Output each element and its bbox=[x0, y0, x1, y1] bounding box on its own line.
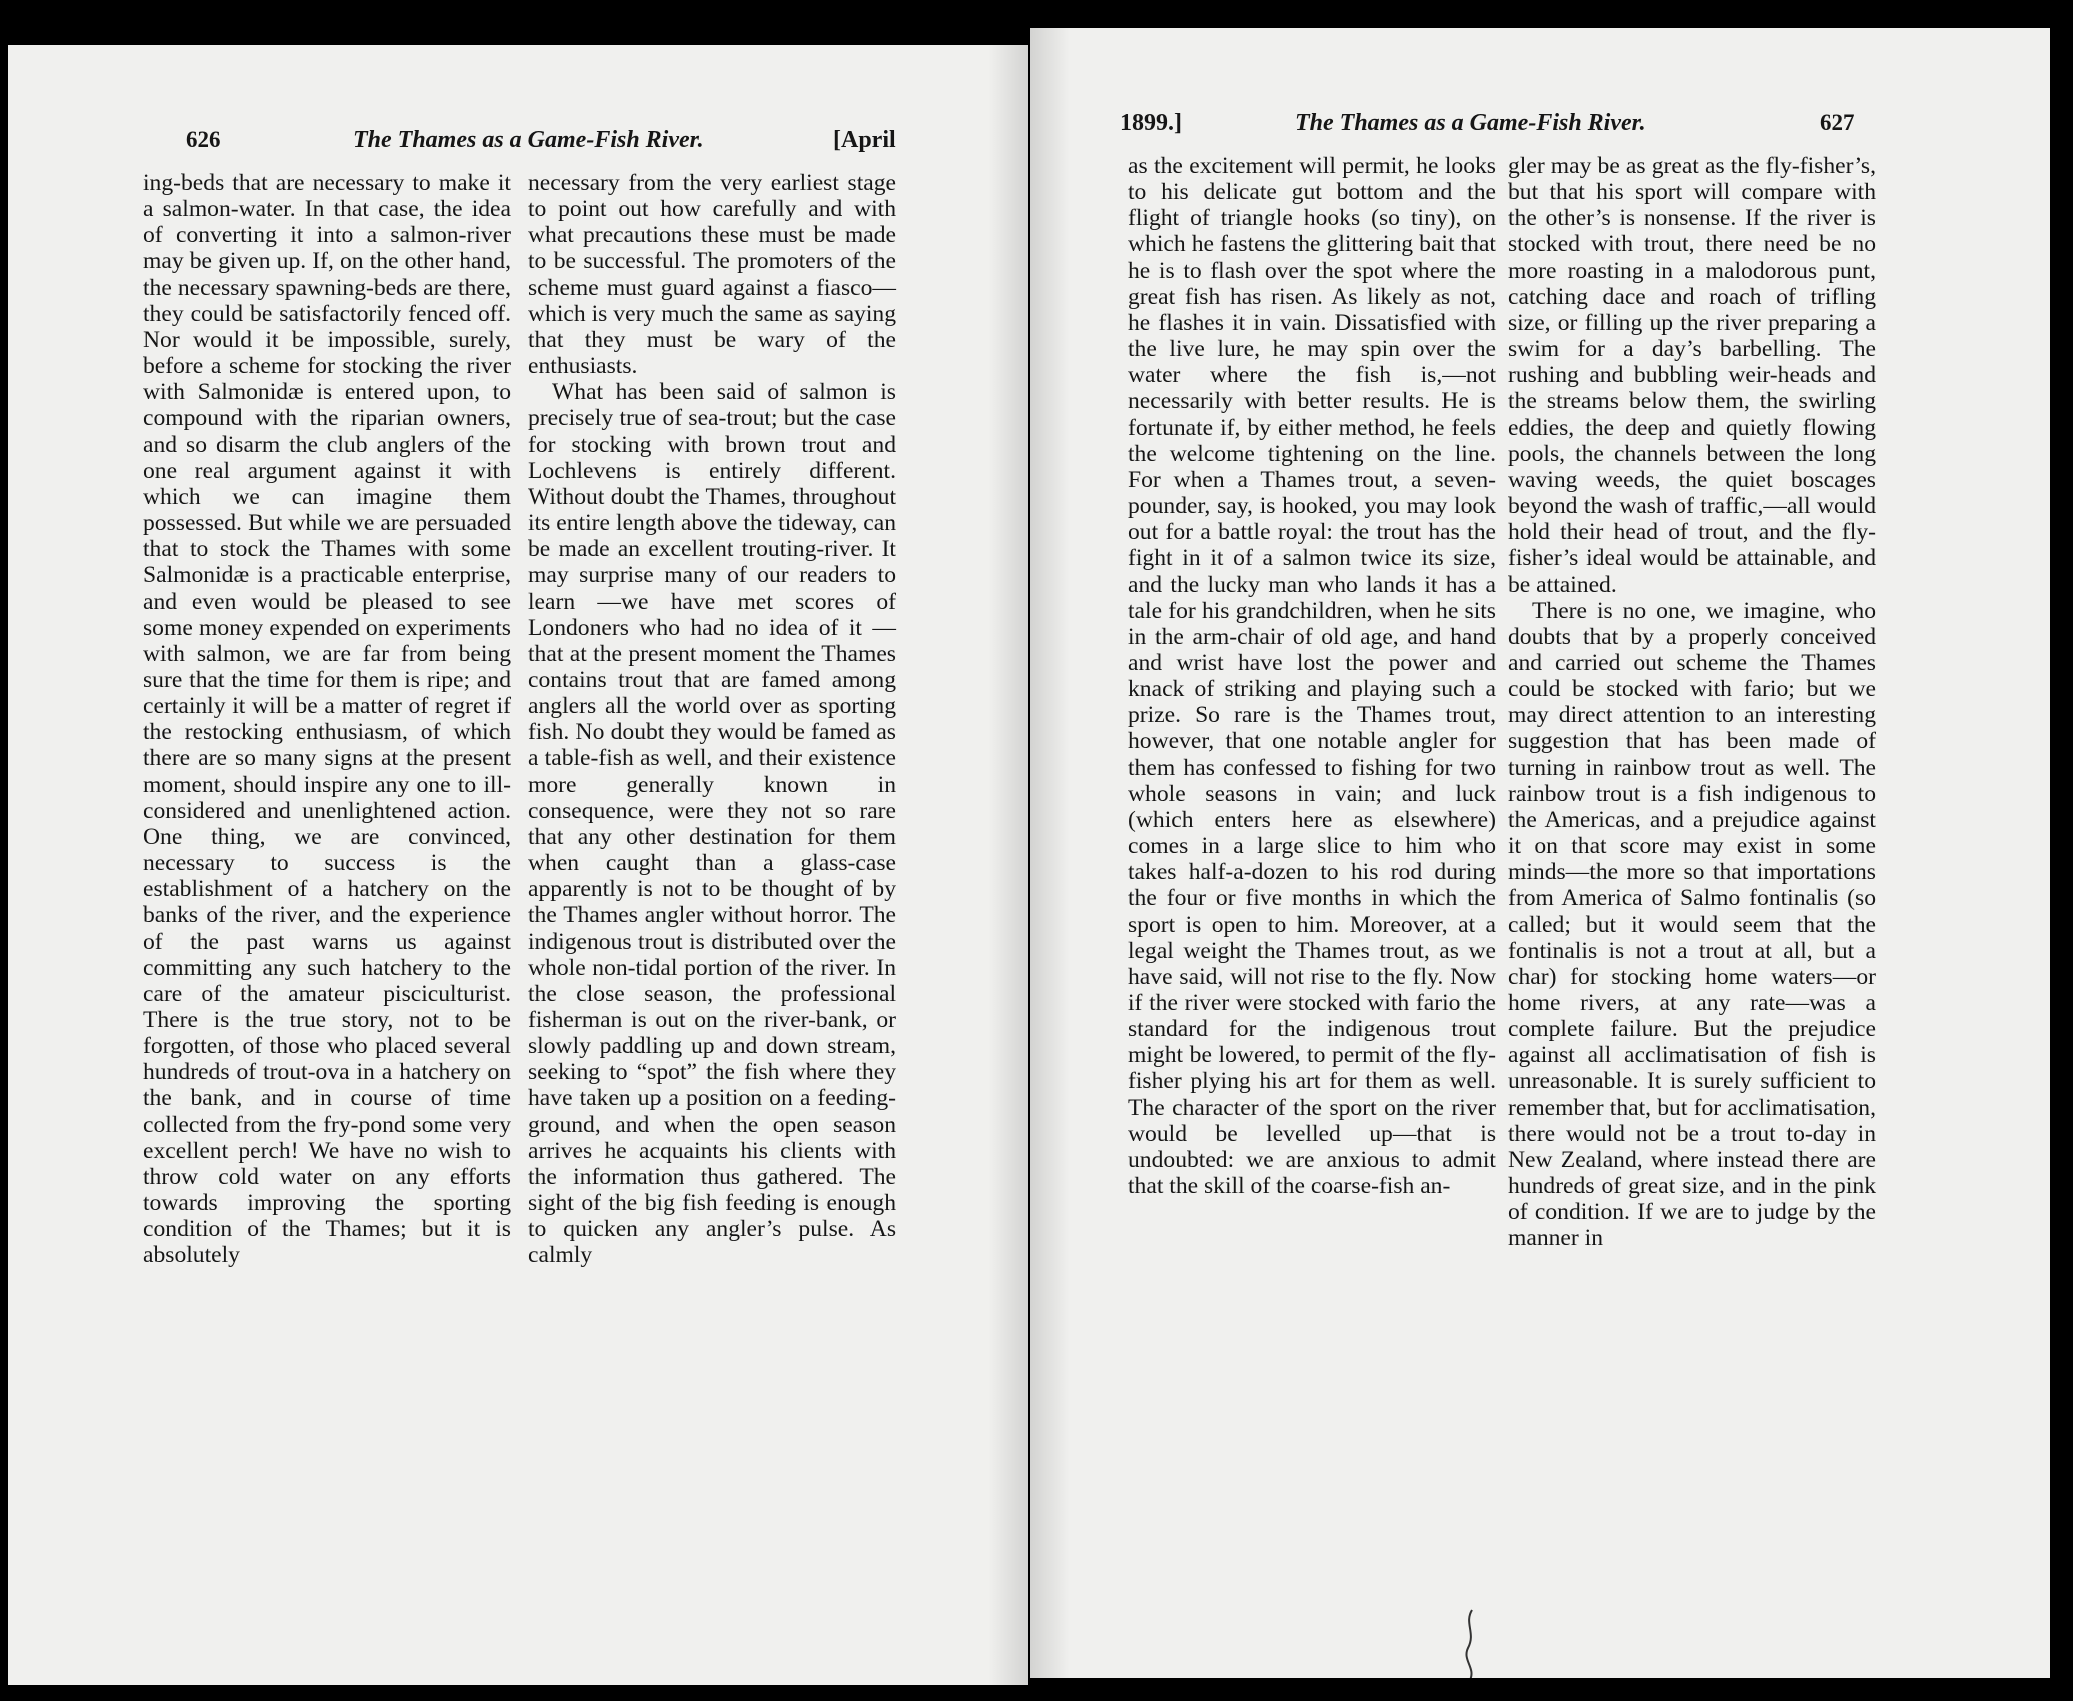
pencil-mark bbox=[1442, 1608, 1502, 1678]
right-page-header bbox=[1030, 110, 2050, 150]
right-column-1 bbox=[1128, 153, 1496, 1199]
right-column-2 bbox=[1508, 153, 1876, 1252]
issue-year: 1899.] bbox=[1120, 110, 1182, 136]
paragraph: ing-beds that are necessary to make it a salmon-water. In that case, the idea of converting it into a salmon-river may be given up. If, on the other hand, the necessary spawning-beds are there, they could be satisfactorily fenced off. Nor would it be impossible, surely, before a scheme for stocking the river with Salmonidæ is entered upon, to compound with the riparian owners, and so disarm the club anglers of the one real argument against it with which we can imagine them possessed. But while we are persuaded that to stock the Thames with some Salmonidæ is a practicable enterprise, and even would be pleased to see some money expended on experiments with salmon, we are far from being sure that the time for them is ripe; and certainly it will be a matter of regret if the restocking enthusiasm, of which there are so many signs at the present moment, should inspire any one to ill-considered and unenlightened action. One thing, we are convinced, necessary to success is the establishment of a hatchery on the banks of the river, and the experience of the past warns us against committing any such hatchery to the care of the amateur pisciculturist. There is the true story, not to be forgotten, of those who placed several hundreds of trout-ova in a hatchery on the bank, and in course of time collected from the fry-pond some very excellent perch! We have no wish to throw cold water on any efforts towards improving the sporting condition of the Thames; but it is absolutely bbox=[143, 170, 511, 1269]
running-title: The Thames as a Game-Fish River. bbox=[353, 127, 704, 153]
gutter-shadow bbox=[988, 45, 1028, 1685]
left-column-2 bbox=[528, 170, 896, 1269]
running-title: The Thames as a Game-Fish River. bbox=[1295, 110, 1646, 136]
paragraph: as the excitement will permit, he looks to his delicate gut bottom and the flight of triangle hooks (so tiny), on which he fastens the glittering bait that he is to flash over the spot where the great fish has risen. As likely as not, he flashes it in vain. Dissatisfied with the live lure, he may spin over the water where the fish is,—not necessarily with better results. He is fortunate if, by either method, he feels the welcome tightening on the line. For when a Thames trout, a seven-pounder, say, is hooked, you may look out for a battle royal: the trout has the fight in it of a salmon twice its size, and the lucky man who lands it has a tale for his grandchildren, when he sits in the arm-chair of old age, and hand and wrist have lost the power and knack of striking and playing such a prize. So rare is the Thames trout, however, that one notable angler for them has confessed to fishing for two whole seasons in vain; and luck (which enters here as elsewhere) comes in a large slice to him who takes half-a-dozen to his rod during the four or five months in which the sport is open to him. Moreover, at a legal weight the Thames trout, as we have said, will not rise to the fly. Now if the river were stocked with fario the standard for the indigenous trout might be lowered, to permit of the fly-fisher plying his art for them as well. The character of the sport on the river would be levelled up—that is undoubted: we are anxious to admit that the skill of the coarse-fish an- bbox=[1128, 153, 1496, 1200]
paragraph: gler may be as great as the fly-fisher’s, but that his sport will compare with the other’s is nonsense. If the river is stocked with trout, there need be no more roasting in a malodorous punt, catching dace and roach of trifling size, or filling up the river preparing a swim for a day’s barbelling. The rushing and bubbling weir-heads and the streams below them, the swirling eddies, the deep and quietly flowing pools, the channels between the long waving weeds, the quiet boscages beyond the wash of traffic,—all would hold their head of trout, and the fly-fisher’s ideal would be attainable, and be attained. bbox=[1508, 153, 1876, 598]
left-page bbox=[8, 45, 1028, 1685]
paragraph: What has been said of salmon is precisely true of sea-trout; but the case for stocking with brown trout and Lochlevens is entirely different. Without doubt the Thames, throughout its entire length above the tideway, can be made an excellent trouting-river. It may surprise many of our readers to learn —we have met scores of Londoners who had no idea of it —that at the present moment the Thames contains trout that are famed among anglers all the world over as sporting fish. No doubt they would be famed as a table-fish as well, and their existence more generally known in consequence, were they not so rare that any other destination for them when caught than a glass-case apparently is not to be thought of by the Thames angler without horror. The indigenous trout is distributed over the whole non-tidal portion of the river. In the close season, the professional fisherman is out on the river-bank, or slowly paddling up and down stream, seeking to “spot” the fish where they have taken up a position on a feeding-ground, and when the open season arrives he acquaints his clients with the information thus gathered. The sight of the big fish feeding is enough to quicken any angler’s pulse. As calmly bbox=[528, 379, 896, 1269]
left-column-1 bbox=[143, 170, 511, 1269]
right-page bbox=[1030, 28, 2050, 1678]
page-number: 627 bbox=[1820, 110, 1855, 135]
issue-month: [April bbox=[833, 127, 896, 153]
gutter-shadow bbox=[1030, 28, 1070, 1678]
left-page-header bbox=[8, 127, 1028, 167]
paragraph: necessary from the very earliest stage to point out how carefully and with what precautions these must be made to be successful. The promoters of the scheme must guard against a fiasco—which is very much the same as saying that they must be wary of the enthusiasts. bbox=[528, 170, 896, 380]
paragraph: There is no one, we imagine, who doubts that by a properly conceived and carried out scheme the Thames could be stocked with fario; but we may direct attention to an interesting suggestion that has been made of turning in rainbow trout as well. The rainbow trout is a fish indigenous to the Americas, and a prejudice against it on that score may exist in some minds—the more so that importations from America of Salmo fontinalis (so called; but it would seem that the fontinalis is not a trout at all, but a char) for stocking home waters—or home rivers, at any rate—was a complete failure. But the prejudice against all acclimatisation of fish is unreasonable. It is surely sufficient to remember that, but for acclimatisation, there would not be a trout to-day in New Zealand, where instead there are hundreds of great size, and in the pink of condition. If we are to judge by the manner in bbox=[1508, 597, 1876, 1252]
page-number: 626 bbox=[186, 127, 221, 152]
